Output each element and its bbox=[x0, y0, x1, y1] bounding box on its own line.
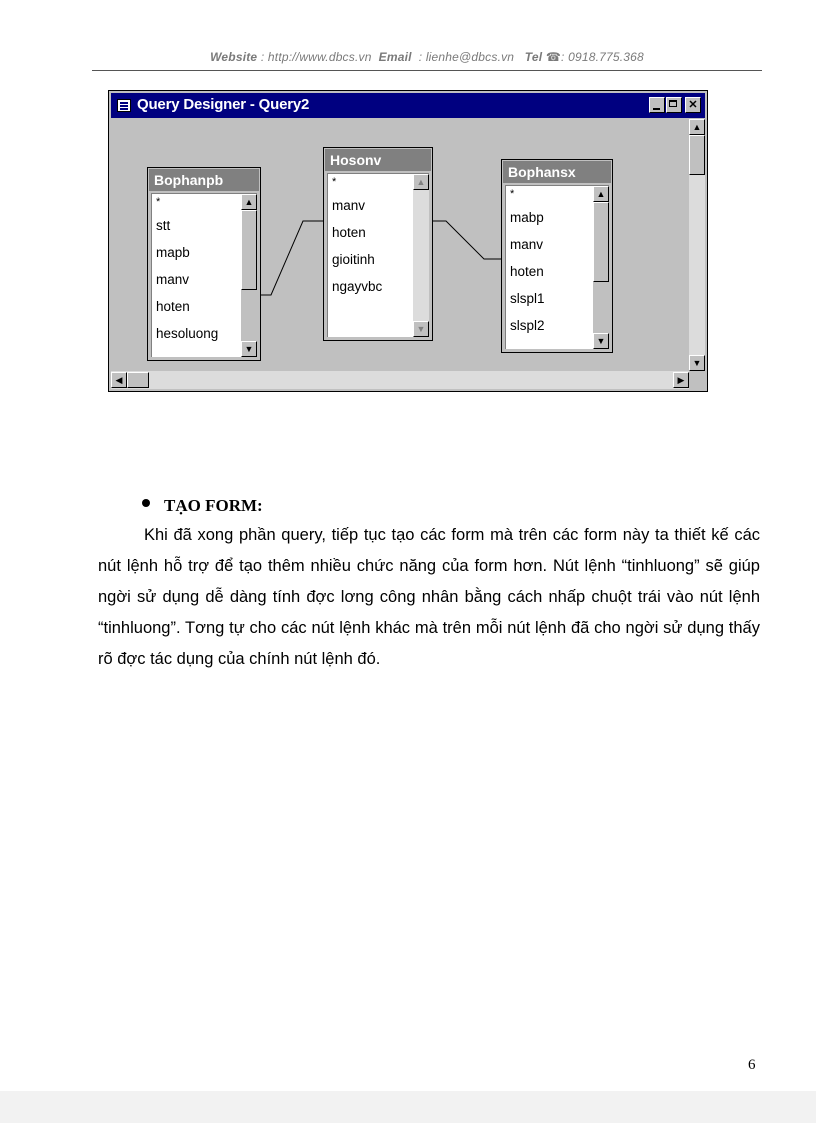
website-label: Website bbox=[210, 50, 258, 64]
field-item[interactable]: mabp bbox=[510, 210, 544, 225]
window-horizontal-scrollbar[interactable] bbox=[111, 371, 689, 389]
field-item[interactable]: * bbox=[156, 196, 161, 208]
scrollbar-corner bbox=[689, 371, 705, 389]
field-list bbox=[505, 185, 609, 349]
scroll-left-icon[interactable]: ◀ bbox=[111, 372, 127, 388]
field-item[interactable]: hoten bbox=[332, 225, 366, 240]
scroll-down-icon[interactable]: ▼ bbox=[413, 321, 429, 337]
section-title-text: TẠO FORM: bbox=[164, 496, 263, 515]
field-item[interactable]: gioitinh bbox=[332, 252, 375, 267]
window-title: Query Designer - Query2 bbox=[137, 96, 310, 113]
field-item[interactable]: manv bbox=[156, 272, 190, 287]
field-item[interactable]: * bbox=[332, 176, 337, 188]
header-rule bbox=[92, 70, 762, 71]
table-scrollbar[interactable] bbox=[413, 174, 429, 337]
field-list bbox=[327, 173, 429, 337]
field-item[interactable]: manv bbox=[510, 237, 544, 252]
phone-icon: ☎ bbox=[545, 50, 561, 64]
scroll-up-icon[interactable]: ▲ bbox=[413, 174, 429, 190]
field-item[interactable]: * bbox=[510, 188, 515, 200]
scroll-down-icon[interactable]: ▼ bbox=[241, 341, 257, 357]
join-line-bophanpb-hosonv bbox=[261, 221, 323, 295]
tel-label: Tel bbox=[524, 50, 543, 64]
window-titlebar[interactable] bbox=[111, 93, 705, 118]
designer-canvas[interactable] bbox=[111, 119, 689, 371]
scroll-thumb[interactable] bbox=[127, 372, 149, 388]
table-header[interactable]: Hosonv bbox=[325, 149, 431, 171]
scroll-up-icon[interactable]: ▲ bbox=[593, 186, 609, 202]
table-scrollbar[interactable] bbox=[241, 194, 257, 357]
section-title bbox=[142, 496, 263, 516]
body-paragraph: Khi đã xong phần query, tiếp tục tạo các form mà trên các form này ta thiết kế các nút lệnh hỗ trợ để tạo thêm nhiều chức năng của form hơn. Nút lệnh “tinhluong” sẽ giúp ngời sử dụng dễ dàng tính đợc lơng công nhân bằng cách nhấp chuột trái vào nút lệnh “tinhluong”. Tơng tự cho các nút lệnh khác mà trên mỗi nút lệnh đã cho ngời sử dụng thấy rõ đợc tác dụng của chính nút lệnh đó. bbox=[98, 526, 760, 668]
close-button[interactable]: ✕ bbox=[685, 97, 701, 113]
field-item[interactable]: stt bbox=[156, 218, 171, 233]
email-label: Email bbox=[378, 50, 412, 64]
table-box-bophansx[interactable] bbox=[501, 159, 613, 353]
tel-value: : 0918.775.368 bbox=[561, 50, 644, 64]
page-header bbox=[92, 50, 762, 64]
field-item[interactable]: hoten bbox=[156, 299, 190, 314]
scroll-down-icon[interactable]: ▼ bbox=[593, 333, 609, 349]
field-item[interactable]: manv bbox=[332, 198, 366, 213]
field-list bbox=[151, 193, 257, 357]
query-designer-window bbox=[108, 90, 708, 392]
maximize-button[interactable] bbox=[666, 97, 682, 113]
email-value[interactable]: : lienhe@dbcs.vn bbox=[418, 50, 515, 64]
field-item[interactable]: ngayvbc bbox=[332, 279, 383, 294]
field-item[interactable]: mapb bbox=[156, 245, 190, 260]
scroll-up-icon[interactable]: ▲ bbox=[241, 194, 257, 210]
table-header[interactable]: Bophansx bbox=[503, 161, 611, 183]
scroll-thumb[interactable] bbox=[241, 210, 257, 290]
field-item[interactable]: slspl1 bbox=[510, 291, 545, 306]
scroll-right-icon[interactable]: ▶ bbox=[673, 372, 689, 388]
join-line-hosonv-bophansx bbox=[431, 221, 504, 259]
field-item[interactable]: slspl2 bbox=[510, 318, 545, 333]
window-vertical-scrollbar[interactable] bbox=[689, 119, 705, 371]
table-scrollbar[interactable] bbox=[593, 186, 609, 349]
page-number: 6 bbox=[748, 1057, 756, 1073]
page-footer-band bbox=[0, 1091, 816, 1123]
scroll-down-icon[interactable]: ▼ bbox=[689, 355, 705, 371]
scroll-up-icon[interactable]: ▲ bbox=[689, 119, 705, 135]
table-box-hosonv[interactable] bbox=[323, 147, 433, 341]
field-item[interactable]: hoten bbox=[510, 264, 544, 279]
query-designer-icon bbox=[117, 99, 131, 112]
website-value[interactable]: : http://www.dbcs.vn bbox=[260, 50, 372, 64]
field-item[interactable]: hesoluong bbox=[156, 326, 219, 341]
minimize-button[interactable] bbox=[649, 97, 665, 113]
scroll-thumb[interactable] bbox=[689, 135, 705, 175]
scroll-thumb[interactable] bbox=[593, 202, 609, 282]
table-box-bophanpb[interactable] bbox=[147, 167, 261, 361]
table-header[interactable]: Bophanpb bbox=[149, 169, 259, 191]
